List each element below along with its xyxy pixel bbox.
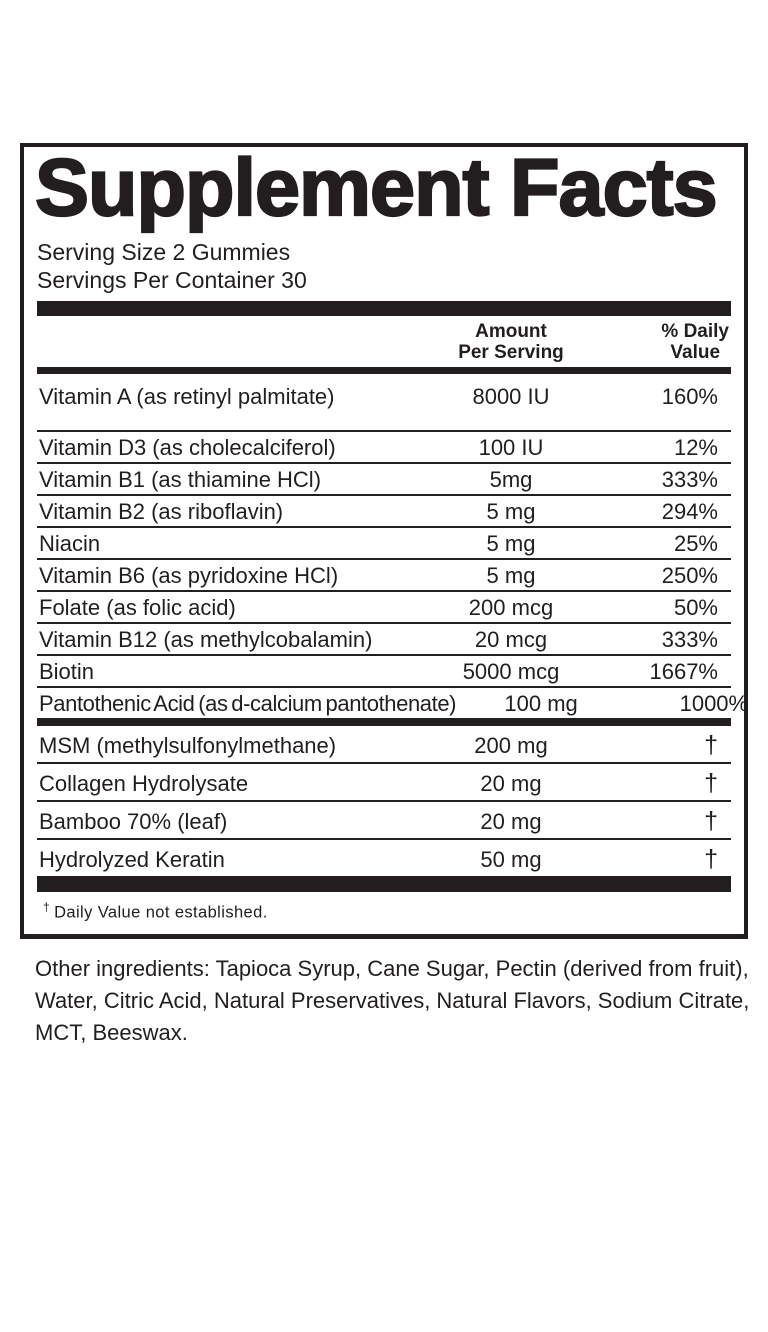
nutrient-amount: 5mg xyxy=(489,466,533,492)
nutrient-amount: 100 IU xyxy=(478,434,544,460)
nutrient-row xyxy=(37,528,731,560)
serving-size: Serving Size 2 Gummies xyxy=(37,238,291,265)
nutrient-daily-value: 1000% xyxy=(679,690,749,716)
nutrient-daily-value: 25% xyxy=(673,530,718,556)
nutrient-amount: 200 mg xyxy=(474,732,548,758)
nutrient-row xyxy=(37,374,731,432)
nutrient-daily-value: 333% xyxy=(661,466,718,492)
nutrient-row xyxy=(37,464,731,496)
bottom-separator-bar xyxy=(37,876,731,892)
nutrient-row xyxy=(37,496,731,528)
nutrient-row xyxy=(37,726,731,764)
mid-separator-bar xyxy=(37,718,731,726)
other-ingredients-line: Water, Citric Acid, Natural Preservatives, Natural Flavors, Sodium Citrate, xyxy=(35,988,750,1014)
nutrient-name: Vitamin D3 (as cholecalciferol) xyxy=(39,434,336,460)
nutrient-row xyxy=(37,624,731,656)
nutrient-row xyxy=(37,802,731,840)
footnote-text: Daily Value not established. xyxy=(54,903,268,922)
nutrient-name: Hydrolyzed Keratin xyxy=(39,846,225,872)
nutrient-amount: 100 mg xyxy=(504,690,578,716)
other-ingredients-paragraph xyxy=(35,953,768,1049)
nutrient-row xyxy=(37,560,731,592)
nutrient-amount: 20 mg xyxy=(480,770,542,796)
column-header-amount: Amount Per Serving xyxy=(458,320,564,363)
nutrient-row xyxy=(37,656,731,688)
panel-title: Supplement Facts xyxy=(35,143,717,233)
nutrient-daily-value: 333% xyxy=(661,626,718,652)
nutrient-name: Niacin xyxy=(39,530,101,556)
nutrient-daily-value: † xyxy=(704,844,718,873)
nutrient-name: MSM (methylsulfonylmethane) xyxy=(39,732,337,758)
nutrient-daily-value: 1667% xyxy=(649,658,718,684)
column-header-daily-value: % Daily Value xyxy=(661,320,729,363)
nutrient-amount: 5 mg xyxy=(486,530,536,556)
serving-info xyxy=(37,238,731,294)
nutrient-daily-value: 12% xyxy=(673,434,718,460)
nutrient-name: Bamboo 70% (leaf) xyxy=(39,808,228,834)
nutrient-amount: 50 mg xyxy=(480,846,542,872)
nutrient-daily-value: 250% xyxy=(661,562,718,588)
nutrient-name: Collagen Hydrolysate xyxy=(39,770,249,796)
nutrient-name: Vitamin B12 (as methylcobalamin) xyxy=(39,626,373,652)
nutrient-daily-value: 50% xyxy=(673,594,718,620)
top-separator-bar xyxy=(37,301,731,316)
nutrient-row xyxy=(37,840,731,876)
column-header-row xyxy=(37,316,731,367)
nutrient-name: Folate (as folic acid) xyxy=(39,594,236,620)
nutrient-name: Vitamin B6 (as pyridoxine HCl) xyxy=(39,562,339,588)
nutrient-amount: 200 mcg xyxy=(468,594,554,620)
nutrient-name: Vitamin B2 (as riboflavin) xyxy=(39,498,284,524)
vitamins-section xyxy=(37,374,749,718)
dagger-symbol: † xyxy=(43,899,51,914)
nutrient-row xyxy=(37,432,731,464)
nutrient-amount: 20 mcg xyxy=(474,626,548,652)
nutrient-amount: 20 mg xyxy=(480,808,542,834)
header-separator-bar xyxy=(37,367,731,374)
daily-value-footnote xyxy=(37,892,731,935)
nutrient-daily-value: 160% xyxy=(661,383,718,409)
nutrient-row xyxy=(37,688,749,718)
other-ingredients-line: MCT, Beeswax. xyxy=(35,1020,188,1046)
nutrient-name: Vitamin A (as retinyl palmitate) xyxy=(39,383,335,409)
other-ingredients-line: Other ingredients: Tapioca Syrup, Cane Sugar, Pectin (derived from fruit), xyxy=(35,956,749,982)
nutrient-amount: 8000 IU xyxy=(472,383,550,409)
nutrient-daily-value: 294% xyxy=(661,498,718,524)
servings-per-container: Servings Per Container 30 xyxy=(37,266,307,293)
nutrient-amount: 5000 mcg xyxy=(462,658,560,684)
nutrient-amount: 5 mg xyxy=(486,498,536,524)
nutrient-row xyxy=(37,764,731,802)
nutrient-name: Vitamin B1 (as thiamine HCl) xyxy=(39,466,322,492)
supplement-facts-panel xyxy=(20,143,748,939)
nutrient-daily-value: † xyxy=(704,806,718,835)
nutrient-daily-value: † xyxy=(704,768,718,797)
nutrient-amount: 5 mg xyxy=(486,562,536,588)
nutrient-name: Biotin xyxy=(39,658,95,684)
nutrient-daily-value: † xyxy=(704,730,718,759)
other-nutrients-section xyxy=(37,726,731,876)
nutrient-row xyxy=(37,592,731,624)
nutrient-name: Pantothenic Acid (as d-calcium pantothenate) xyxy=(39,690,457,716)
